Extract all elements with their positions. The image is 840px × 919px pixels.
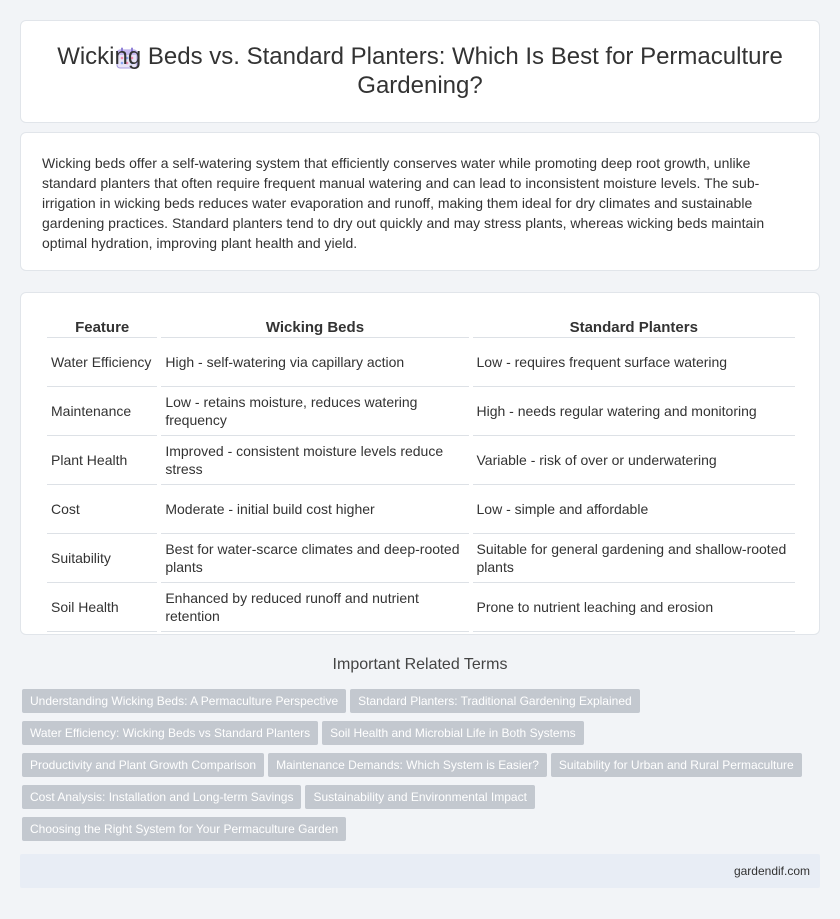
page-title: Wicking Beds vs. Standard Planters: Which Is Best for Permaculture Gardening? — [57, 43, 783, 99]
related-term-tag[interactable]: Cost Analysis: Installation and Long-term Savings — [22, 785, 301, 809]
table-row — [47, 534, 795, 583]
table-row — [47, 485, 795, 534]
related-terms-heading: Important Related Terms — [332, 656, 508, 673]
intro-paragraph: Wicking beds offer a self-watering system that efficiently conserves water while promoting deep root growth, unlike standard planters that often require frequent manual watering and can lead to inconsistent moisture levels. The sub-irrigation in wicking beds reduces water evaporation and runoff, making them ideal for dry climates and sustainable gardening practices. Standard planters tend to dry out quickly and may stress plants, whereas wicking beds maintain optimal hydration, improving plant health and yield. — [42, 155, 765, 251]
table-header-row — [47, 315, 795, 338]
wicking-beds-cell: Best for water-scarce climates and deep-rooted plants — [161, 534, 468, 583]
standard-planters-cell: Suitable for general gardening and shallow-rooted plants — [473, 534, 796, 583]
column-header-feature: Feature — [47, 315, 157, 338]
standard-planters-cell: Low - simple and affordable — [473, 485, 796, 534]
standard-planters-cell: Variable - risk of over or underwatering — [473, 436, 796, 485]
table-row — [47, 583, 795, 632]
related-term-tag[interactable]: Standard Planters: Traditional Gardening Explained — [350, 689, 640, 713]
comparison-table — [43, 315, 799, 632]
related-term-tag[interactable]: Suitability for Urban and Rural Permaculture — [551, 753, 802, 777]
footer-site-link[interactable]: gardendif.com — [733, 864, 810, 878]
standard-planters-cell: Prone to nutrient leaching and erosion — [473, 583, 796, 632]
related-term-tag[interactable]: Soil Health and Microbial Life in Both Systems — [322, 721, 583, 745]
related-term-tag[interactable]: Choosing the Right System for Your Permaculture Garden — [22, 817, 346, 841]
related-terms-row — [22, 817, 820, 841]
feature-cell: Cost — [47, 485, 157, 534]
column-header-standard-planters: Standard Planters — [473, 315, 796, 338]
wicking-beds-cell: Improved - consistent moisture levels reduce stress — [161, 436, 468, 485]
related-terms-row — [22, 721, 820, 745]
wicking-beds-cell: Moderate - initial build cost higher — [161, 485, 468, 534]
related-term-tag[interactable]: Productivity and Plant Growth Comparison — [22, 753, 264, 777]
intro-card — [20, 132, 820, 271]
feature-cell: Soil Health — [47, 583, 157, 632]
footer — [20, 854, 820, 888]
wicking-beds-cell: Low - retains moisture, reduces watering frequency — [161, 387, 468, 436]
feature-cell: Suitability — [47, 534, 157, 583]
standard-planters-cell: High - needs regular watering and monitoring — [473, 387, 796, 436]
standard-planters-cell: Low - requires frequent surface watering — [473, 338, 796, 387]
related-terms-row — [22, 689, 820, 713]
table-row — [47, 436, 795, 485]
wicking-beds-cell: Enhanced by reduced runoff and nutrient retention — [161, 583, 468, 632]
comparison-table-card — [20, 292, 820, 635]
related-term-tag[interactable]: Sustainability and Environmental Impact — [305, 785, 534, 809]
related-term-tag[interactable]: Water Efficiency: Wicking Beds vs Standard Planters — [22, 721, 318, 745]
related-term-tag[interactable]: Maintenance Demands: Which System is Easier? — [268, 753, 547, 777]
related-terms-row — [22, 785, 820, 809]
related-term-tag[interactable]: Understanding Wicking Beds: A Permaculture Perspective — [22, 689, 346, 713]
related-terms-row — [22, 753, 820, 777]
column-header-wicking-beds: Wicking Beds — [161, 315, 468, 338]
title-card — [20, 20, 820, 123]
table-row — [47, 387, 795, 436]
wicking-beds-cell: High - self-watering via capillary action — [161, 338, 468, 387]
feature-cell: Plant Health — [47, 436, 157, 485]
feature-cell: Water Efficiency — [47, 338, 157, 387]
table-row — [47, 338, 795, 387]
feature-cell: Maintenance — [47, 387, 157, 436]
